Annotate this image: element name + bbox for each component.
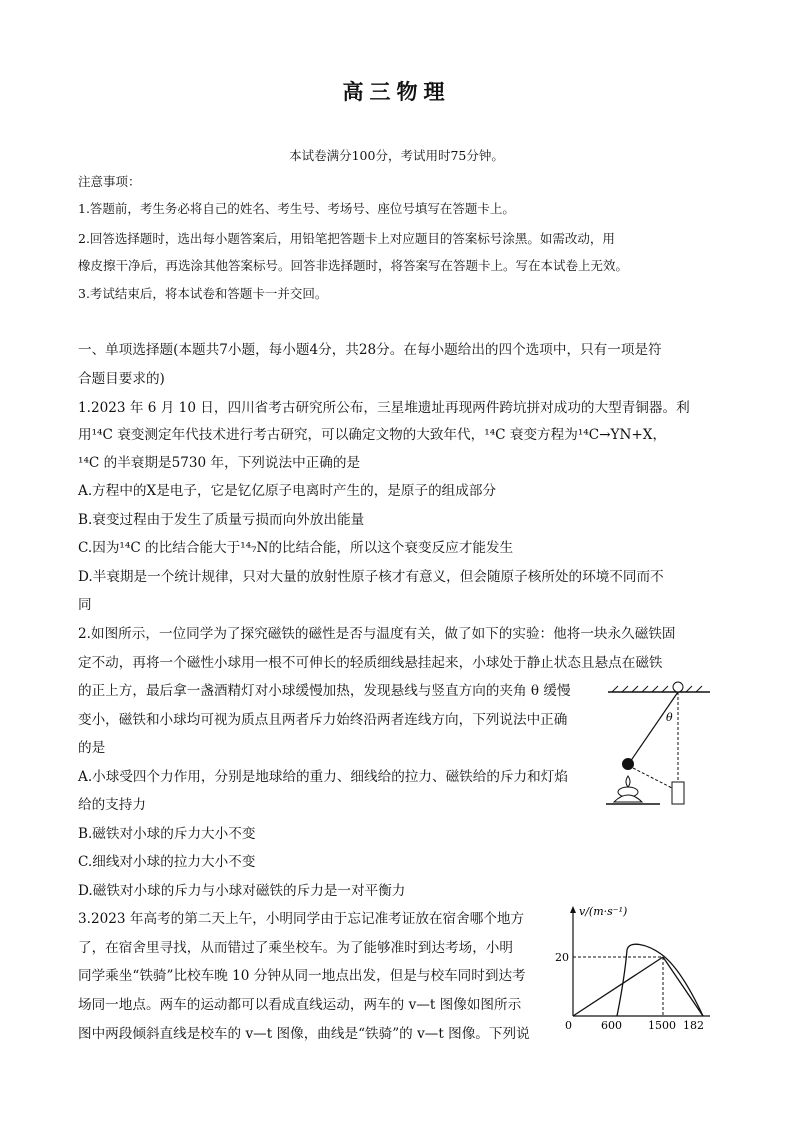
q2-option-a-cont: 给的支持力	[78, 797, 146, 813]
x-tick-label: 600	[601, 1019, 622, 1032]
notice-item: 1.答题前，考生务必将自己的姓名、考生号、考场号、座位号填写在答题卡上。	[78, 201, 515, 216]
y-axis-arrow	[570, 906, 576, 913]
q1-stem: 用¹⁴C 衰变测定年代技术进行考古研究，可以确定文物的大致年代，¹⁴C 衰变方程为¹⁴C→YN+X，	[78, 427, 667, 443]
force-line	[633, 768, 672, 788]
y-axis-label: v/(m·s⁻¹)	[579, 905, 628, 918]
q2-option-b: B.磁铁对小球的斥力大小不变	[78, 826, 256, 842]
q1-stem: ¹⁴C 的半衰期是5730 年，下列说法中正确的是	[78, 455, 361, 471]
bus-line-accelerate	[573, 957, 663, 1016]
q3-stem: 图中两段倾斜直线是校车的 v—t 图像，曲线是“铁骑”的 v—t 图像。下列说	[78, 1026, 530, 1042]
origin-label: 0	[565, 1019, 572, 1032]
q1-stem: 1.2023 年 6 月 10 日，四川省考古研究所公布，三星堆遗址再现两件跨坑拼对成功的大型青铜器。利	[78, 400, 690, 416]
x-tick-label: 182	[683, 1019, 704, 1032]
q2-stem: 的是	[78, 740, 106, 756]
notice-item: 3.考试结束后，将本试卷和答题卡一并交回。	[78, 286, 328, 301]
q2-stem: 变小，磁铁和小球均可视为质点且两者斥力始终沿两者连线方向，下列说法中正确	[78, 712, 568, 728]
q2-stem: 的正上方，最后拿一盏酒精灯对小球缓慢加热，发现悬线与竖直方向的夹角 θ 缓慢	[78, 683, 571, 699]
q1-option-b: B.衰变过程由于发生了质量亏损而向外放出能量	[78, 512, 365, 528]
q3-stem: 3.2023 年高考的第二天上午，小明同学由于忘记准考证放在宿舍哪个地方	[78, 911, 525, 927]
y-tick-label: 20	[555, 951, 569, 964]
x-tick-label: 1500	[648, 1019, 676, 1032]
q2-stem: 定不动，再将一个磁性小球用一根不可伸长的轻质细线悬挂起来，小球处于静止状态且悬点在磁铁	[78, 655, 663, 671]
q3-stem: 了，在宿舍里寻找，从而错过了乘坐校车。为了能够准时到达考场，小明	[78, 940, 513, 956]
q2-stem: 2.如图所示，一位同学为了探究磁铁的磁性是否与温度有关，做了如下的实验：他将一块永久磁铁固	[78, 626, 676, 642]
exam-subtitle: 本试卷满分100分，考试用时75分钟。	[289, 148, 504, 163]
section-heading: 合题目要求的)	[78, 371, 165, 387]
q1-option-d-cont: 同	[78, 597, 92, 613]
notice-item: 2.回答选择题时，选出每小题答案后，用铅笔把答题卡上对应题目的答案标号涂黑。如需改动，用	[78, 231, 615, 246]
magnet	[672, 782, 684, 804]
page-title: 高三物理	[342, 80, 451, 104]
notice-item: 橡皮擦干净后，再选涂其他答案标号。回答非选择题时，将答案写在答题卡上。写在本试卷上无效。	[78, 258, 629, 273]
q3-stem: 场同一地点。两车的运动都可以看成直线运动，两车的 v—t 图像如图所示	[78, 997, 522, 1013]
bike-curve	[617, 944, 703, 1016]
alcohol-lamp	[606, 776, 660, 804]
q1-option-c: C.因为¹⁴C 的比结合能大于¹⁴₇N的比结合能，所以这个衰变反应才能发生	[78, 540, 514, 556]
q1-option-d: D.半衰期是一个统计规律，只对大量的放射性原子核才有意义，但会随原子核所处的环境不同而不	[78, 569, 664, 585]
q3-stem: 同学乘坐“铁骑”比校车晚 10 分钟从同一地点出发，但是与校车同时到达考	[78, 968, 526, 984]
q3-vt-graph	[555, 898, 713, 1036]
q1-option-a: A.方程中的X是电子，它是钇亿原子电离时产生的，是原子的组成部分	[78, 483, 497, 499]
q2-option-c: C.细线对小球的拉力大小不变	[78, 854, 256, 870]
string	[630, 692, 678, 762]
q2-option-a: A.小球受四个力作用，分别是地球给的重力、细线给的拉力、磁铁给的斥力和灯焰	[78, 769, 568, 785]
section-heading: 一、单项选择题(本题共7小题，每小题4分，共28分。在每小题给出的四个选项中，只有一项是符	[78, 342, 662, 358]
q2-figure	[600, 676, 720, 810]
ceiling	[608, 682, 710, 692]
theta-label: θ	[666, 711, 673, 724]
notice-heading: 注意事项：	[78, 174, 141, 189]
bus-line-decelerate	[663, 957, 703, 1016]
magnetic-ball	[622, 758, 634, 770]
q2-option-d: D.磁铁对小球的斥力与小球对磁铁的斥力是一对平衡力	[78, 883, 406, 899]
